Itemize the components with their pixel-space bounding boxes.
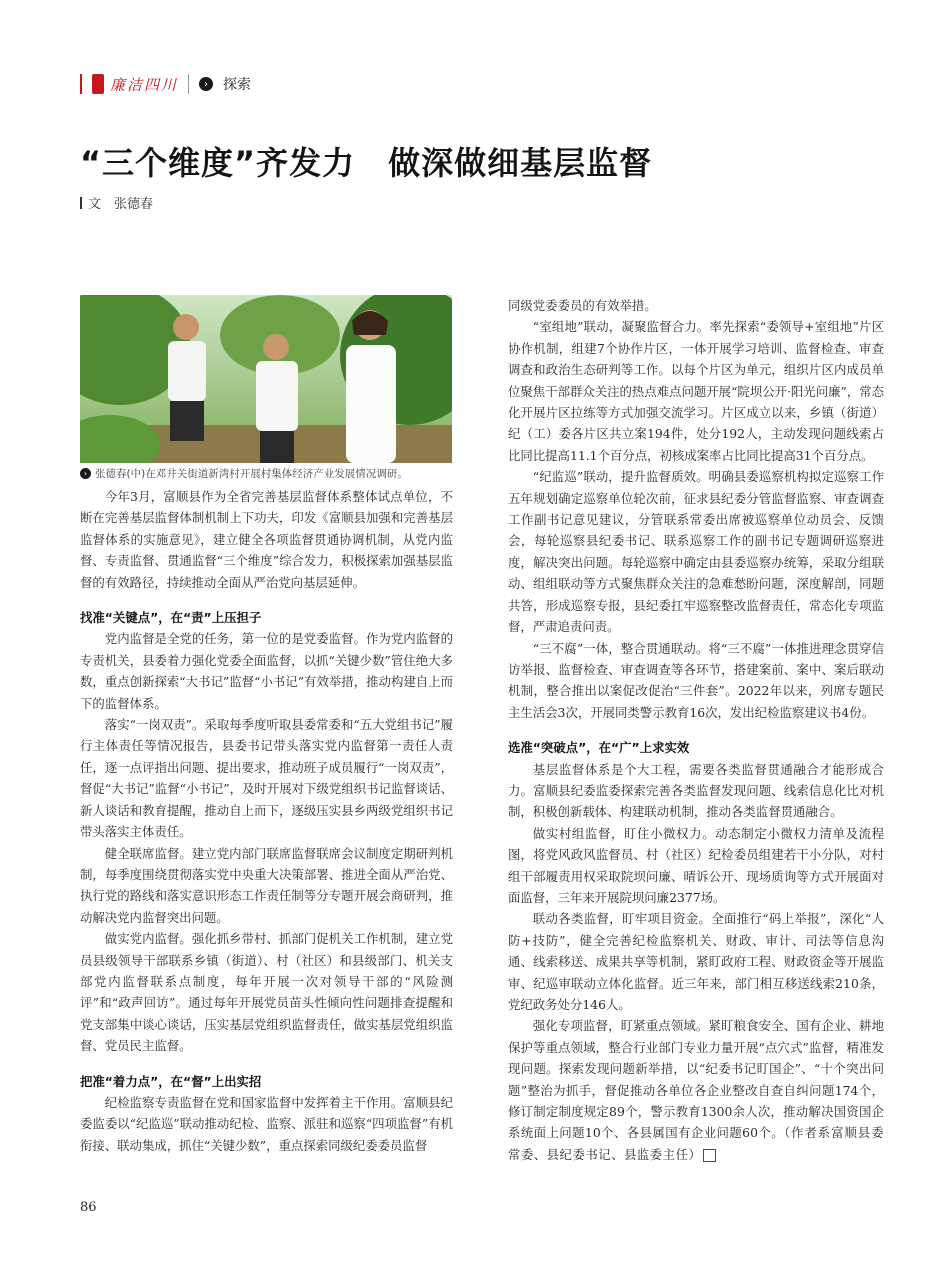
magazine-header	[80, 72, 251, 96]
logo-mark	[92, 74, 104, 94]
header-divider	[188, 74, 189, 94]
paragraph: 基层监督体系是个大工程，需要各类监督贯通融合才能形成合力。富顺县纪委监委探索完善各类监督发现问题、线索信息化比对机制，积极创新载体、构建联动机制，推动各类监督贯通融合。	[508, 761, 884, 820]
photo-caption	[80, 466, 460, 481]
magazine-logo	[92, 74, 178, 95]
paragraph: 健全联席监督。建立党内部门联席监督联席会议制度定期研判机制，每季度围绕贯彻落实党中央重大决策部署、推进全面从严治党、执行党的路线和落实意识形态工作责任制等分专题开展会商研判，推动解决党内监督突出问题。	[80, 845, 453, 925]
author-note: （作者系富顺县委常委、县纪委书记、县监委主任）	[508, 1125, 884, 1162]
paragraph-text: 强化专项监督，盯紧重点领域。紧盯粮食安全、国有企业、耕地保护等重点领域，整合行业部门专业力量开展“点穴式”监督，精准发现问题。探索发现问题新举措，以“纪委书记盯国企”、“十个突出问题”整治为抓手，督促推动各单位各企业整改自查自纠问题174个，修订制定制度规定89个，警示教育1300余人次，推动解决国资国企系统面上问题10个、各县属国有企业问题60个。	[508, 1018, 884, 1141]
byline-bar	[80, 197, 82, 209]
paragraph	[508, 1015, 884, 1165]
paragraph: “室组地”联动，凝聚监督合力。率先探索“委领导+室组地”片区协作机制，组建7个协作片区，一体开展学习培训、监督检查、审查调查和政治生态研判等工作。以每个片区为单元，组织片区内成员单位聚焦干部群众关注的热点难点问题开展“院坝公开·阳光问廉”，常态化开展片区拉练等方式加强交流学习。片区成立以来，乡镇（街道）纪（工）委各片区共立案194件，处分192人，主动发现问题线索占比同比提高11.1个百分点，初核成案率占比同比提高31个百分点。	[508, 319, 884, 463]
paragraph: 今年3月，富顺县作为全省完善基层监督体系整体试点单位，不断在完善基层监督体制机制上下功夫，印发《富顺县加强和完善基层监督体系的实施意见》，建立健全各项监督贯通协调机制，从党内监督、专责监督、贯通监督“三个维度”综合发力，积极探索加强基层监督的有效路径，持续推动全面从严治党向基层延伸。	[80, 489, 453, 590]
logo-text: 廉洁四川	[110, 75, 179, 94]
end-mark-icon	[703, 1149, 716, 1162]
byline-text: 文 张德春	[88, 197, 154, 212]
article-photo	[80, 295, 452, 463]
page-number: 86	[80, 1200, 97, 1215]
right-column	[508, 295, 884, 1165]
paragraph: 做实村组监督，盯住小微权力。动态制定小微权力清单及流程图，将党风政风监督员、村（社区）纪检委员组建若干小分队，对村组干部履责用权采取院坝问廉、晴诉公开、现场质询等方式开展面对面监督，三年来开展院坝问廉2377场。	[508, 825, 884, 905]
paragraph: 同级党委委员的有效举措。	[508, 298, 657, 313]
section-label: 探索	[223, 77, 252, 93]
header-divider	[80, 74, 82, 94]
chevron-right-icon: ›	[80, 468, 91, 479]
left-column	[80, 486, 453, 1156]
section-heading: 找准“关键点”，在“责”上压担子	[80, 610, 262, 626]
caption-text: 张德春(中)在邓井关街道新湾村开展村集体经济产业发展情况调研。	[95, 468, 408, 480]
paragraph: “纪监巡”联动，提升监督质效。明确县委巡察机构拟定巡察工作五年规划确定巡察单位轮次前，征求县纪委分管监督监察、审查调查工作副书记意见建议，分管联系常委出席被巡察单位动员会、反馈会，每轮巡察县纪委书记、联系巡察工作的副书记专题调研巡察进度，解决突出问题。每轮巡察中确定由县委巡察办统筹，采取分组联动、组组联动等方式聚焦群众关注的急难愁盼问题，深度解剖，同题共答，形成巡察专报，县纪委扛牢巡察整改监督责任，常态化专项监督，严肃追责问责。	[508, 469, 884, 635]
paragraph: 纪检监察专责监督在党和国家监督中发挥着主干作用。富顺县纪委监委以“纪监巡”联动推动纪检、监察、派驻和巡察“四项监督”有机衔接、联动集成，抓住“关键少数”，重点探索同级纪委委员监督	[80, 1094, 453, 1153]
paragraph: 落实“一岗双责”。采取每季度听取县委常委和“五大党组书记”履行主体责任等情况报告，县委书记带头落实党内监督第一责任人责任，逐一点评指出问题、提出要求，推动班子成员履行“一岗双责”，督促“大书记”监督“小书记”，及时开展对下级党组织书记监督谈话、新人谈话和教育提醒，推动自上而下，逐级压实县乡两级党组织书记带头落实主体责任。	[80, 717, 453, 840]
paragraph: “三不腐”一体，整合贯通联动。将“三不腐”一体推进理念贯穿信访举报、监督检查、审查调查等各环节，搭建案前、案中、案后联动机制，整合推出以案促改促治“三件套”。2022年以来，列席专题民主生活会3次，开展同类警示教育16次，发出纪检监察建议书4份。	[508, 640, 884, 720]
section-heading: 选准“突破点”，在“广”上求实效	[508, 740, 690, 756]
paragraph: 联动各类监督，盯牢项目资金。全面推行“码上举报”，深化“人防+技防”，健全完善纪检监察机关、财政、审计、司法等信息沟通、线索移送、成果共享等机制，紧盯政府工程、财政资金等开展监审、纪巡审联动立体化监督。近三年来，部门相互移送线索210条，党纪政务处分146人。	[508, 911, 884, 1012]
byline	[80, 193, 153, 212]
photo-illustration	[80, 295, 452, 463]
article-title: “三个维度”齐发力 做深做细基层监督	[80, 144, 653, 182]
paragraph: 党内监督是全党的任务，第一位的是党委监督。作为党内监督的专责机关，县委着力强化党委全面监督，以抓“关键少数”管住绝大多数，重点创新探索“大书记”监督“小书记”有效举措，推动构建自上而下的监督体系。	[80, 631, 453, 711]
chevron-right-icon: ›	[199, 77, 213, 91]
section-heading: 把准“着力点”，在“督”上出实招	[80, 1073, 262, 1089]
paragraph: 做实党内监督。强化抓乡带村、抓部门促机关工作机制，建立党员县级领导干部联系乡镇（街道）、村（社区）和县级部门、机关支部党内监督联系点制度，每年开展一次对领导干部的“风险测评”和“政声回访”。通过每年开展党员苗头性倾向性问题排查提醒和党支部集中谈心谈话，压实基层党组织监督责任，做实基层党组织监督、党员民主监督。	[80, 931, 453, 1054]
